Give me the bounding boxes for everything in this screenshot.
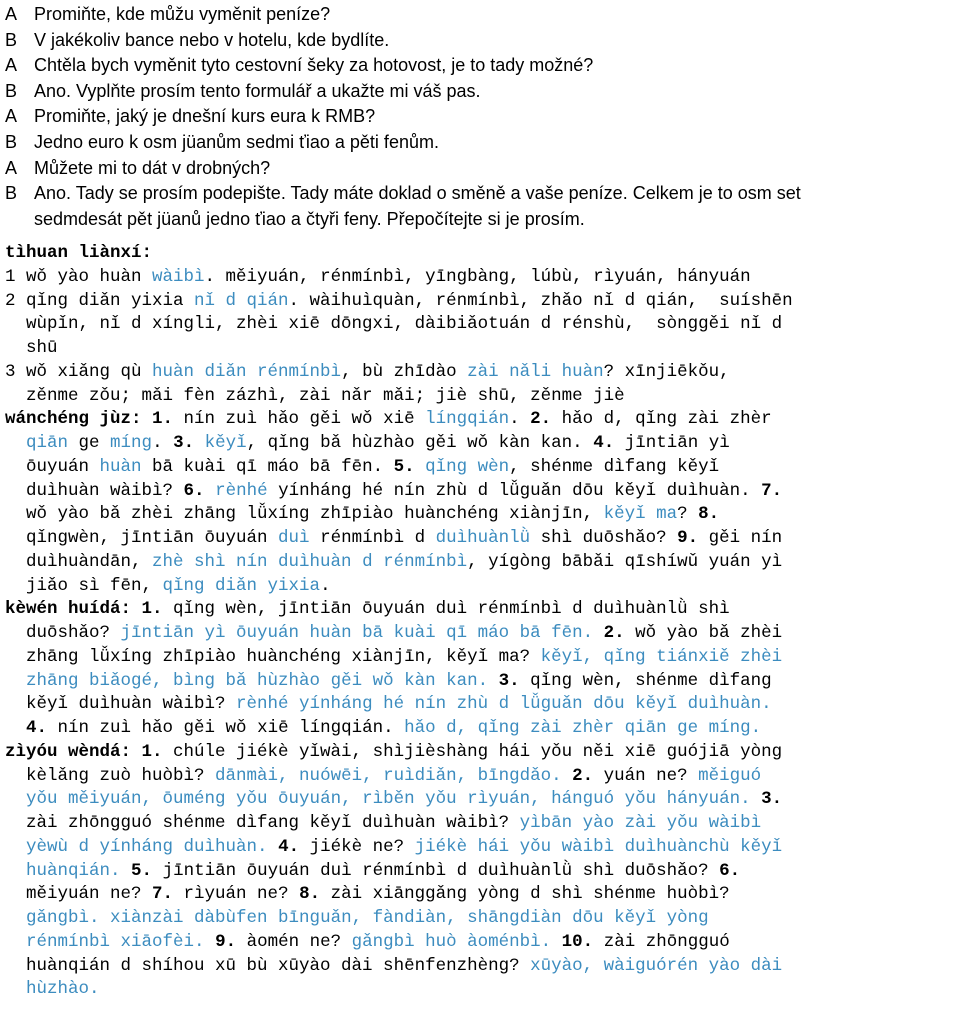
- exercise-text: , bù zhīdào: [341, 361, 468, 382]
- exercise-line: [5, 811, 761, 835]
- exercise-text: [121, 861, 132, 881]
- exercise-text: [268, 837, 279, 857]
- exercise-line: [5, 859, 740, 883]
- highlighted-answer: gǎngbì. xiànzài dàbùfen bīnguǎn, fàndiàn, shāngdiàn dōu kěyǐ yòng: [26, 908, 709, 928]
- exercise-text: wǒ yào bǎ zhèi zhāng lǚxíng zhīpiào huànchéng xiànjīn,: [5, 504, 604, 525]
- highlighted-answer: duì: [278, 528, 310, 548]
- exercise-text: zhāng lǚxíng zhīpiào huànchéng xiànjīn, kěyǐ ma?: [5, 646, 541, 667]
- dialogue-text: Můžete mi to dát v drobných?: [34, 157, 271, 178]
- section-label: 6.: [719, 860, 741, 881]
- exercise-text: [562, 766, 573, 786]
- exercise-line: [5, 669, 772, 693]
- exercise-line: [5, 597, 730, 621]
- exercise-line: [5, 550, 782, 574]
- exercise-text: ?: [677, 504, 699, 525]
- exercise-text: [5, 861, 26, 881]
- highlighted-answer: zhè shì nín duìhuàn d rénmínbì: [152, 551, 468, 572]
- exercise-text: .: [509, 409, 531, 430]
- exercise-text: zài zhōngguó shénme dìfang kěyǐ duìhuàn wàibì?: [5, 813, 520, 833]
- dialogue-text: Ano. Vyplňte prosím tento formulář a ukažte mi váš pas.: [34, 80, 481, 101]
- exercise-line: [5, 336, 58, 360]
- exercise-line: [5, 645, 782, 669]
- exercise-line: [5, 906, 709, 930]
- dialogue-line: [5, 130, 439, 154]
- exercise-text: jīntiān yì: [614, 433, 730, 453]
- section-label: 2.: [572, 765, 594, 786]
- exercise-text: duìhuàndān,: [5, 551, 153, 572]
- dialogue-line: [5, 156, 270, 180]
- exercise-text: [5, 979, 26, 999]
- dialogue-text: Chtěla bych vyměnit tyto cestovní šeky za hotovost, je to tady možné?: [34, 55, 594, 76]
- exercise-text: . měiyuán, rénmínbì, yīngbàng, lúbù, rìyuán, hányuán: [204, 266, 751, 287]
- exercise-text: nín zuì hǎo gěi wǒ xiē língqián.: [47, 718, 405, 738]
- exercise-line: [5, 431, 730, 455]
- highlighted-answer: jiékè hái yǒu wàibì duìhuànchù kěyǐ: [414, 836, 783, 857]
- exercise-line: [5, 312, 782, 336]
- section-label: 4.: [593, 433, 615, 453]
- section-label: 3.: [761, 789, 783, 810]
- speaker-label: A: [5, 106, 18, 127]
- exercise-text: shì duōshǎo?: [530, 528, 678, 548]
- exercise-text: wǒ yào bǎ zhèi: [624, 623, 783, 643]
- section-label: 7.: [761, 480, 783, 501]
- dialogue-line: [5, 53, 593, 77]
- exercise-text: hǎo d, qǐng zài zhèr: [551, 409, 772, 430]
- exercise-text: qǐng wèn, jīntiān ōuyuán duì rénmínbì d duìhuànlǜ shì: [162, 599, 730, 620]
- exercise-line: [5, 455, 719, 479]
- exercise-text: [551, 932, 562, 952]
- exercise-text: yuán ne?: [593, 765, 699, 786]
- exercise-text: duìhuàn wàibì?: [5, 480, 184, 501]
- highlighted-answer: kěyǐ: [204, 433, 247, 453]
- exercise-text: rénmínbì d: [309, 528, 436, 548]
- exercise-line: [5, 407, 772, 431]
- exercise-text: , shénme dìfang kěyǐ: [509, 456, 720, 477]
- exercise-text: jīntiān ōuyuán duì rénmínbì d duìhuànlǜ shì duōshǎo?: [152, 860, 720, 881]
- exercise-text: qǐng wèn, shénme dìfang: [519, 670, 772, 691]
- section-label: zìyóu wèndá: 1.: [5, 741, 163, 762]
- exercise-text: chúle jiékè yǐwài, shìjièshàng hái yǒu něi xiē guójiā yòng: [162, 741, 783, 762]
- highlighted-answer: huàn diǎn rénmínbì: [152, 361, 342, 382]
- highlighted-answer: nǐ d qián: [194, 290, 289, 311]
- section-label: 8.: [299, 884, 321, 905]
- exercise-text: [5, 837, 26, 857]
- highlighted-answer: zhāng biǎogé, bìng bǎ hùzhào gěi wǒ kàn kan.: [26, 670, 489, 691]
- section-label: tìhuan liànxí:: [5, 243, 153, 263]
- exercise-line: [5, 764, 761, 788]
- highlighted-answer: huàn: [99, 456, 142, 477]
- speaker-label: B: [5, 132, 18, 152]
- highlighted-answer: huànqián.: [26, 860, 121, 881]
- exercise-text: [488, 671, 499, 691]
- exercise-text: kěyǐ duìhuàn wàibì?: [5, 694, 237, 715]
- section-label: 5.: [131, 860, 153, 881]
- section-label: 4.: [26, 718, 48, 738]
- exercise-text: zěnme zǒu; mǎi fèn zázhì, zài nǎr mǎi; jiè shū, zěnme jiè: [5, 385, 625, 406]
- highlighted-answer: rènhé yínháng hé nín zhù d lǚguǎn dōu kěyǐ duìhuàn.: [236, 694, 772, 715]
- exercise-text: [5, 433, 26, 453]
- exercise-line: [5, 479, 782, 503]
- exercise-line: [5, 621, 782, 645]
- exercise-text: .: [320, 575, 331, 596]
- exercise-text: duōshǎo?: [5, 623, 121, 643]
- section-label: 5.: [393, 456, 415, 477]
- exercise-text: [5, 908, 26, 928]
- exercise-text: [5, 671, 26, 691]
- highlighted-answer: míng: [110, 433, 153, 453]
- exercise-text: .: [152, 433, 174, 453]
- exercise-text: [593, 623, 604, 643]
- exercise-text: yínháng hé nín zhù d lǚguǎn dōu kěyǐ duìhuàn.: [267, 480, 762, 501]
- exercise-text: nín zuì hǎo gěi wǒ xiē: [173, 409, 426, 430]
- exercise-text: ōuyuán: [5, 456, 100, 477]
- section-label: 2.: [530, 409, 552, 430]
- highlighted-answer: rénmínbì xiāofèi.: [26, 931, 205, 952]
- highlighted-answer: gǎngbì huò àoménbì.: [351, 931, 552, 952]
- exercise-text: měiyuán ne?: [5, 884, 153, 905]
- exercise-text: , yígòng bābǎi qīshíwǔ yuán yì: [467, 551, 783, 572]
- speaker-label: A: [5, 157, 18, 178]
- speaker-label: B: [5, 183, 18, 204]
- dialogue-text: Jedno euro k osm jüanům sedmi ťiao a pěti fenům.: [34, 132, 439, 152]
- exercise-line: [5, 882, 730, 906]
- exercise-text: kèlǎng zuò huòbì?: [5, 765, 216, 786]
- exercise-text: [415, 457, 426, 477]
- section-label: 2.: [603, 623, 625, 643]
- exercise-text: jiékè ne?: [299, 836, 415, 857]
- exercise-line: [5, 787, 782, 811]
- highlighted-answer: wàibì: [152, 266, 205, 287]
- exercise-text: huànqián d shíhou xū bù xūyào dài shēnfenzhèng?: [5, 955, 531, 976]
- exercise-line: [5, 740, 782, 764]
- highlighted-answer: rènhé: [215, 480, 268, 501]
- exercise-text: zài xiānggǎng yòng d shì shénme huòbì?: [320, 884, 730, 905]
- exercise-line: [5, 241, 152, 265]
- dialogue-line: [5, 2, 330, 26]
- exercise-text: [194, 433, 205, 453]
- highlighted-answer: yèwù d yínháng duìhuàn.: [26, 836, 268, 857]
- highlighted-answer: hùzhào.: [26, 979, 100, 1000]
- exercise-line: [5, 526, 782, 550]
- exercise-line: [5, 574, 331, 598]
- speaker-label: B: [5, 80, 18, 101]
- exercise-text: [5, 932, 26, 952]
- exercise-text: 3 wǒ xiǎng qù: [5, 361, 153, 382]
- exercise-text: zài zhōngguó: [593, 931, 730, 952]
- exercise-line: [5, 384, 625, 408]
- dialogue-line: [5, 104, 375, 128]
- speaker-label: B: [5, 29, 18, 50]
- highlighted-answer: zài nǎli huàn: [467, 361, 604, 382]
- section-label: 7.: [152, 884, 174, 905]
- highlighted-answer: kěyǐ, qǐng tiánxiě zhèi: [540, 646, 783, 667]
- dialogue-line: [5, 181, 801, 205]
- highlighted-answer: yìbān yào zài yǒu wàibì: [519, 813, 762, 833]
- exercise-text: jiǎo sì fēn,: [5, 575, 163, 596]
- exercise-text: gěi nín: [698, 528, 783, 548]
- section-label: 8.: [698, 504, 720, 525]
- exercise-line: [5, 289, 793, 313]
- exercise-line: [5, 954, 782, 978]
- section-label: wánchéng jùz: 1.: [5, 409, 174, 430]
- exercise-text: àomén ne?: [236, 931, 352, 952]
- section-label: 9.: [215, 931, 237, 952]
- highlighted-answer: hǎo d, qǐng zài zhèr qiān ge míng.: [404, 718, 762, 738]
- exercise-text: [5, 718, 26, 738]
- exercise-text: ge: [68, 433, 111, 453]
- exercise-text: , qǐng bǎ hùzhào gěi wǒ kàn kan.: [246, 433, 594, 453]
- highlighted-answer: qǐng diǎn yixia: [162, 575, 321, 596]
- exercise-text: rìyuán ne?: [173, 884, 300, 905]
- section-label: 10.: [561, 931, 594, 952]
- dialogue-text: Promiňte, jaký je dnešní kurs eura k RMB?: [34, 106, 376, 127]
- speaker-label: A: [5, 55, 18, 76]
- exercise-text: shū: [5, 338, 58, 358]
- exercise-text: [205, 481, 216, 501]
- exercise-text: wùpǐn, nǐ d xíngli, zhèi xiē dōngxi, dàibiǎotuán d rénshù, sònggěi nǐ d: [5, 314, 783, 335]
- highlighted-answer: qiān: [26, 433, 69, 453]
- dialogue-text: sedmdesát pět jüanů jedno ťiao a čtyři feny. Přepočítejte si je prosím.: [34, 208, 585, 229]
- section-label: 3.: [173, 433, 195, 453]
- exercise-line: [5, 502, 719, 526]
- section-label: 4.: [278, 836, 300, 857]
- section-label: 6.: [183, 480, 205, 501]
- highlighted-answer: jīntiān yì ōuyuán huàn bā kuài qī máo bā fēn.: [120, 623, 594, 643]
- exercise-text: qǐngwèn, jīntiān ōuyuán: [5, 528, 279, 548]
- exercise-line: [5, 716, 761, 740]
- exercise-line: [5, 265, 751, 289]
- section-label: 9.: [677, 528, 699, 548]
- highlighted-answer: xūyào, wàiguórén yào dài: [530, 955, 783, 976]
- dialogue-line: [5, 28, 389, 52]
- highlighted-answer: qǐng wèn: [425, 456, 510, 477]
- highlighted-answer: duìhuànlǜ: [435, 528, 531, 548]
- exercise-line: [5, 977, 100, 1001]
- highlighted-answer: dānmài, nuówēi, ruìdiǎn, bīngdǎo.: [215, 765, 562, 786]
- dialogue-text: Promiňte, kde můžu vyměnit peníze?: [34, 4, 331, 24]
- exercise-line: [5, 930, 730, 954]
- exercise-text: [751, 789, 762, 809]
- speaker-label: A: [5, 4, 18, 24]
- section-label: kèwén huídá: 1.: [5, 599, 163, 620]
- exercise-text: [205, 932, 216, 952]
- exercise-line: [5, 692, 772, 716]
- exercise-text: 2 qǐng diǎn yixia: [5, 290, 195, 311]
- dialogue-line: [5, 79, 481, 103]
- exercise-text: bā kuài qī máo bā fēn.: [141, 456, 394, 477]
- exercise-line: [5, 360, 730, 384]
- highlighted-answer: měiguó: [698, 765, 762, 786]
- dialogue-line: [34, 207, 585, 231]
- section-label: 3.: [498, 670, 520, 691]
- exercise-text: 1 wǒ yào huàn: [5, 266, 153, 287]
- exercise-line: [5, 835, 782, 859]
- highlighted-answer: yǒu měiyuán, ōuméng yǒu ōuyuán, rìběn yǒu rìyuán, hánguó yǒu hányuán.: [26, 789, 751, 810]
- dialogue-text: Ano. Tady se prosím podepište. Tady máte doklad o směně a vaše peníze. Celkem je to osm set: [34, 183, 801, 204]
- exercise-text: ? xīnjiēkǒu,: [603, 361, 730, 382]
- exercise-text: . wàihuìquàn, rénmínbì, zhǎo nǐ d qián, suíshēn: [288, 290, 793, 311]
- highlighted-answer: kěyǐ ma: [603, 504, 678, 525]
- highlighted-answer: língqián: [425, 409, 510, 430]
- dialogue-text: V jakékoliv bance nebo v hotelu, kde bydlíte.: [34, 29, 390, 50]
- exercise-text: [5, 789, 26, 809]
